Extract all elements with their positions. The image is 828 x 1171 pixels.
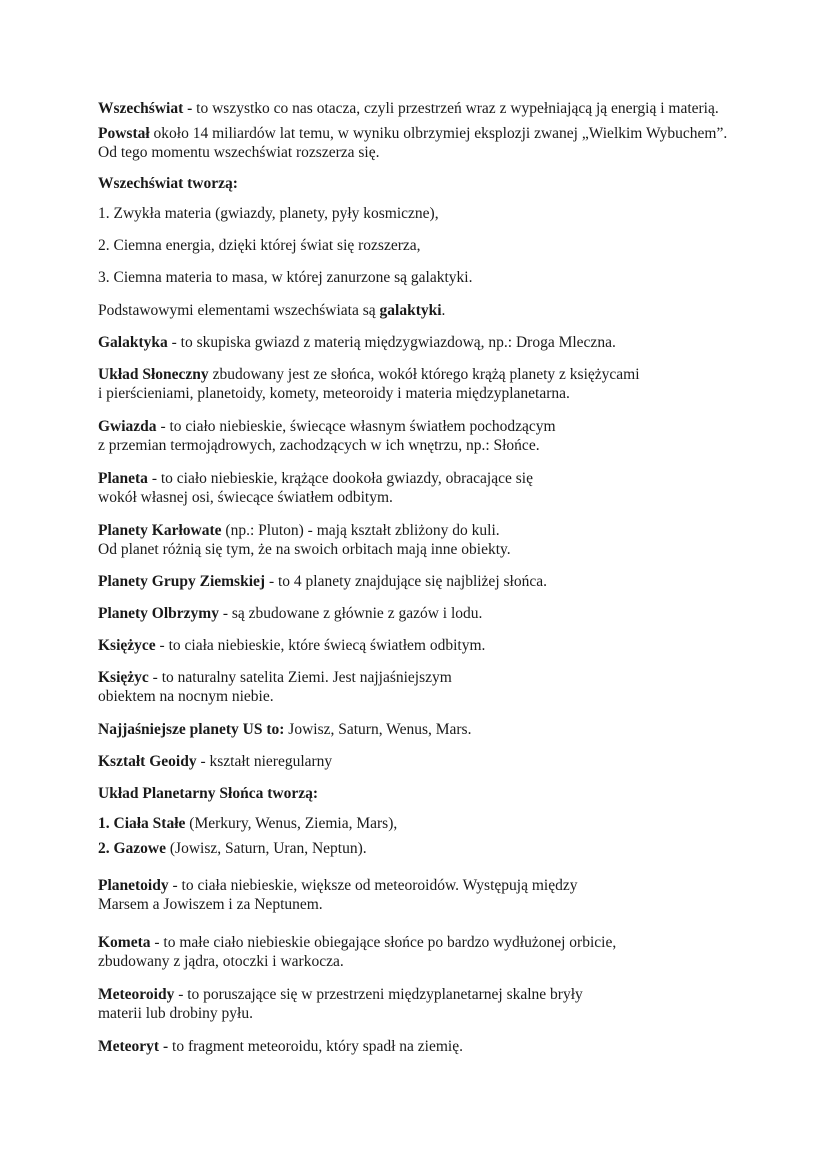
paragraph (98, 784, 318, 803)
bold-term: 2. Gazowe (98, 840, 167, 857)
bold-term: Najjaśniejsze planety US to: (98, 721, 285, 738)
text-line (98, 784, 318, 803)
text-segment: - to ciało niebieskie, świecące własnym światłem pochodzącym (156, 418, 556, 435)
text-line (98, 895, 577, 914)
bold-term: Planeta (98, 470, 148, 487)
text-line (98, 174, 238, 193)
text-segment: - to poruszające się w przestrzeni międzyplanetarnej skalne bryły (174, 986, 583, 1003)
bold-term: Planety Olbrzymy (98, 605, 219, 622)
text-line (98, 301, 445, 320)
paragraph (98, 572, 547, 591)
paragraph (98, 814, 397, 833)
paragraph (98, 333, 616, 352)
text-line (98, 436, 556, 455)
text-line (98, 668, 452, 687)
text-line (98, 236, 421, 255)
bold-term: Księżyce (98, 637, 156, 654)
text-segment: 3. Ciemna materia to masa, w której zanurzone są galaktyki. (98, 269, 473, 286)
text-segment: - to ciała niebieskie, większe od meteoroidów. Występują między (168, 877, 578, 894)
bold-term: Księżyc (98, 669, 149, 686)
text-line (98, 99, 719, 118)
text-line (98, 417, 556, 436)
text-segment: - to ciała niebieskie, które świecą światłem odbitym. (155, 637, 486, 654)
bold-term: Powstał (98, 125, 150, 142)
text-segment: wokół własnej osi, świecące światłem odbitym. (98, 489, 393, 506)
bold-term: Planety Grupy Ziemskiej (98, 573, 266, 590)
text-segment: Jowisz, Saturn, Wenus, Mars. (284, 721, 472, 738)
text-line (98, 1037, 463, 1056)
text-line (98, 268, 472, 287)
text-line (98, 540, 511, 559)
bold-term: Meteoroidy (98, 986, 175, 1003)
text-line (98, 985, 583, 1004)
paragraph (98, 174, 238, 193)
text-line (98, 572, 547, 591)
paragraph (98, 469, 533, 507)
text-segment: 2. Ciemna energia, dzięki której świat się rozszerza, (98, 237, 421, 254)
text-line (98, 839, 367, 858)
bold-term: 1. Ciała Stałe (98, 815, 186, 832)
text-segment: Od planet różnią się tym, że na swoich orbitach mają inne obiekty. (98, 541, 511, 558)
paragraph (98, 876, 577, 914)
text-segment: Marsem a Jowiszem i za Neptunem. (98, 896, 323, 913)
bold-term: Galaktyka (98, 334, 168, 351)
text-line (98, 952, 616, 971)
paragraph (98, 301, 445, 320)
text-line (98, 521, 511, 540)
text-line (98, 469, 533, 488)
text-segment: - to skupiska gwiazd z materią międzygwiazdową, np.: Droga Mleczna. (167, 334, 616, 351)
text-segment: to fragment meteoroidu, który spadł na ziemię. (168, 1038, 463, 1055)
text-segment: obiektem na nocnym niebie. (98, 688, 274, 705)
paragraph (98, 668, 452, 706)
paragraph (98, 268, 472, 287)
text-line (98, 814, 397, 833)
paragraph (98, 521, 511, 559)
bold-term: Wszechświat - (98, 100, 193, 117)
bold-term: galaktyki (379, 302, 442, 319)
text-segment: zbudowany z jądra, otoczki i warkocza. (98, 953, 344, 970)
paragraph (98, 839, 367, 858)
text-line (98, 636, 485, 655)
text-line (98, 687, 452, 706)
text-line (98, 143, 727, 162)
bold-term: Kształt Geoidy (98, 753, 197, 770)
paragraph (98, 933, 616, 971)
text-segment: z przemian termojądrowych, zachodzących w ich wnętrzu, np.: Słońce. (98, 437, 540, 454)
text-segment: - to małe ciało niebieskie obiegające słońce po bardzo wydłużonej orbicie, (150, 934, 617, 951)
text-segment: (Jowisz, Saturn, Uran, Neptun). (166, 840, 367, 857)
paragraph (98, 417, 556, 455)
text-segment: Od tego momentu wszechświat rozszerza się. (98, 144, 380, 161)
bold-term: Planety Karłowate (98, 522, 222, 539)
text-line (98, 604, 482, 623)
text-segment: około 14 miliardów lat temu, w wyniku olbrzymiej eksplozji zwanej „Wielkim Wybuchem”. (149, 125, 728, 142)
text-segment: 1. Zwykła materia (gwiazdy, planety, pyły kosmiczne), (98, 205, 439, 222)
text-segment: Podstawowymi elementami wszechświata są (98, 302, 380, 319)
paragraph (98, 720, 471, 739)
text-segment: i pierścieniami, planetoidy, komety, meteoroidy i materia międzyplanetarna. (98, 385, 570, 402)
text-segment: (np.: Pluton) - mają kształt zbliżony do kuli. (221, 522, 500, 539)
text-line (98, 204, 439, 223)
text-line (98, 384, 640, 403)
bold-term: Kometa (98, 934, 151, 951)
text-line (98, 1004, 583, 1023)
text-segment: materii lub drobiny pyłu. (98, 1005, 253, 1022)
text-line (98, 720, 471, 739)
text-line (98, 876, 577, 895)
paragraph (98, 204, 439, 223)
paragraph (98, 124, 727, 162)
paragraph (98, 99, 719, 118)
text-segment: zbudowany jest ze słońca, wokół którego krążą planety z księżycami (208, 366, 640, 383)
paragraph (98, 604, 482, 623)
text-segment: - to 4 planety znajdujące się najbliżej słońca. (265, 573, 547, 590)
text-segment: - to ciało niebieskie, krążące dookoła gwiazdy, obracające się (147, 470, 533, 487)
text-segment: to wszystko co nas otacza, czyli przestrzeń wraz z wypełniającą ją energią i materią. (192, 100, 719, 117)
bold-term: Układ Słoneczny (98, 366, 209, 383)
text-segment: - to naturalny satelita Ziemi. Jest najjaśniejszym (148, 669, 452, 686)
paragraph (98, 1037, 463, 1056)
bold-term: Planetoidy (98, 877, 169, 894)
text-line (98, 488, 533, 507)
text-line (98, 752, 332, 771)
paragraph (98, 752, 332, 771)
text-segment: - kształt nieregularny (196, 753, 333, 770)
text-line (98, 365, 640, 384)
bold-term: Meteoryt - (98, 1038, 169, 1055)
paragraph (98, 636, 485, 655)
text-line (98, 933, 616, 952)
text-line (98, 333, 616, 352)
paragraph (98, 365, 640, 403)
bold-term: Wszechświat tworzą: (98, 175, 238, 192)
text-segment: - są zbudowane z głównie z gazów i lodu. (218, 605, 483, 622)
paragraph (98, 985, 583, 1023)
paragraph (98, 236, 421, 255)
text-segment: (Merkury, Wenus, Ziemia, Mars), (185, 815, 398, 832)
text-line (98, 124, 727, 143)
bold-term: Gwiazda (98, 418, 157, 435)
bold-term: Układ Planetarny Słońca tworzą: (98, 785, 319, 802)
text-segment: . (441, 302, 446, 319)
